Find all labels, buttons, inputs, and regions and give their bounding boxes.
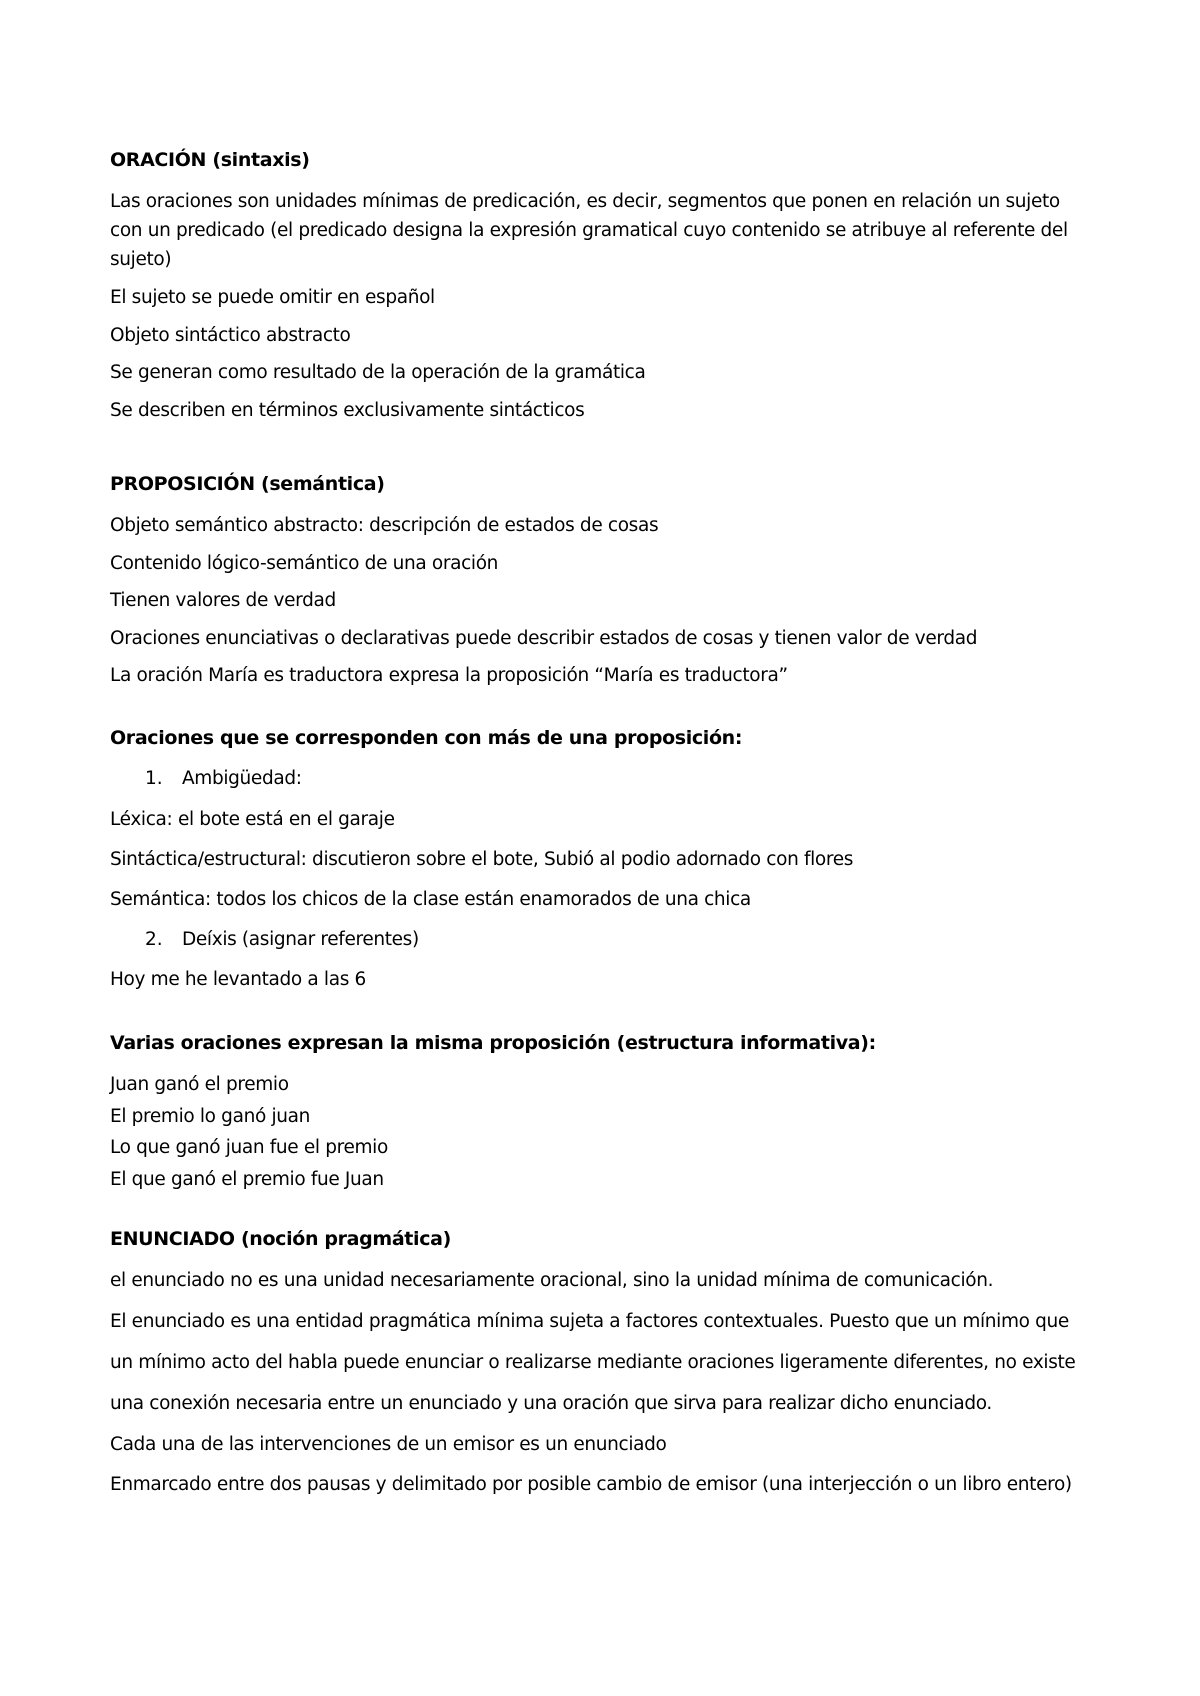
ambiguedad-example: Sintáctica/estructural: discutieron sobre el bote, Subió al podio adornado con flores	[110, 849, 854, 870]
heading-misma-proposicion: Varias oraciones expresan la misma proposición (estructura informativa):	[110, 1032, 876, 1054]
proposicion-point: Objeto semántico abstracto: descripción de estados de cosas	[110, 515, 659, 536]
list-number-1: 1.	[145, 768, 163, 789]
list-item-deixis: Deíxis (asignar referentes)	[182, 929, 419, 950]
enunciado-line: un mínimo acto del habla puede enunciar o realizarse mediante oraciones ligeramente diferentes, no existe	[110, 1352, 1076, 1373]
proposicion-point: Tienen valores de verdad	[110, 590, 336, 611]
proposicion-point: Oraciones enunciativas o declarativas puede describir estados de cosas y tienen valor de verdad	[110, 628, 978, 649]
heading-oracion: ORACIÓN (sintaxis)	[110, 149, 310, 171]
heading-proposicion: PROPOSICIÓN (semántica)	[110, 473, 385, 495]
enunciado-line: el enunciado no es una unidad necesariamente oracional, sino la unidad mínima de comunicación.	[110, 1270, 994, 1291]
oracion-point: Se describen en términos exclusivamente sintácticos	[110, 400, 585, 421]
oracion-definition-line-1: Las oraciones son unidades mínimas de predicación, es decir, segmentos que ponen en relación un sujeto	[110, 191, 1060, 212]
enunciado-line: Cada una de las intervenciones de un emisor es un enunciado	[110, 1434, 667, 1455]
oracion-point: Objeto sintáctico abstracto	[110, 325, 351, 346]
list-number-2: 2.	[145, 929, 163, 950]
ambiguedad-example: Léxica: el bote está en el garaje	[110, 809, 395, 830]
misma-proposicion-example: Lo que ganó juan fue el premio	[110, 1137, 388, 1158]
heading-varias-proposiciones: Oraciones que se corresponden con más de una proposición:	[110, 727, 743, 749]
list-item-ambiguedad: Ambigüedad:	[182, 768, 302, 789]
misma-proposicion-example: El premio lo ganó juan	[110, 1106, 310, 1127]
misma-proposicion-example: El que ganó el premio fue Juan	[110, 1169, 384, 1190]
enunciado-line: El enunciado es una entidad pragmática mínima sujeta a factores contextuales. Puesto que un mínimo que	[110, 1311, 1069, 1332]
ambiguedad-example: Semántica: todos los chicos de la clase están enamorados de una chica	[110, 889, 751, 910]
enunciado-line: Enmarcado entre dos pausas y delimitado por posible cambio de emisor (una interjección o un libro entero)	[110, 1474, 1072, 1495]
proposicion-point: La oración María es traductora expresa la proposición “María es traductora”	[110, 665, 788, 686]
enunciado-line: una conexión necesaria entre un enunciado y una oración que sirva para realizar dicho enunciado.	[110, 1393, 992, 1414]
oracion-point: El sujeto se puede omitir en español	[110, 287, 435, 308]
oracion-point: Se generan como resultado de la operación de la gramática	[110, 362, 646, 383]
misma-proposicion-example: Juan ganó el premio	[110, 1074, 289, 1095]
oracion-definition-line-2: con un predicado (el predicado designa la expresión gramatical cuyo contenido se atribuye al referente del	[110, 220, 1068, 241]
proposicion-point: Contenido lógico-semántico de una oración	[110, 553, 499, 574]
oracion-definition-line-3: sujeto)	[110, 249, 172, 270]
heading-enunciado: ENUNCIADO (noción pragmática)	[110, 1228, 451, 1250]
deixis-example: Hoy me he levantado a las 6	[110, 969, 366, 990]
